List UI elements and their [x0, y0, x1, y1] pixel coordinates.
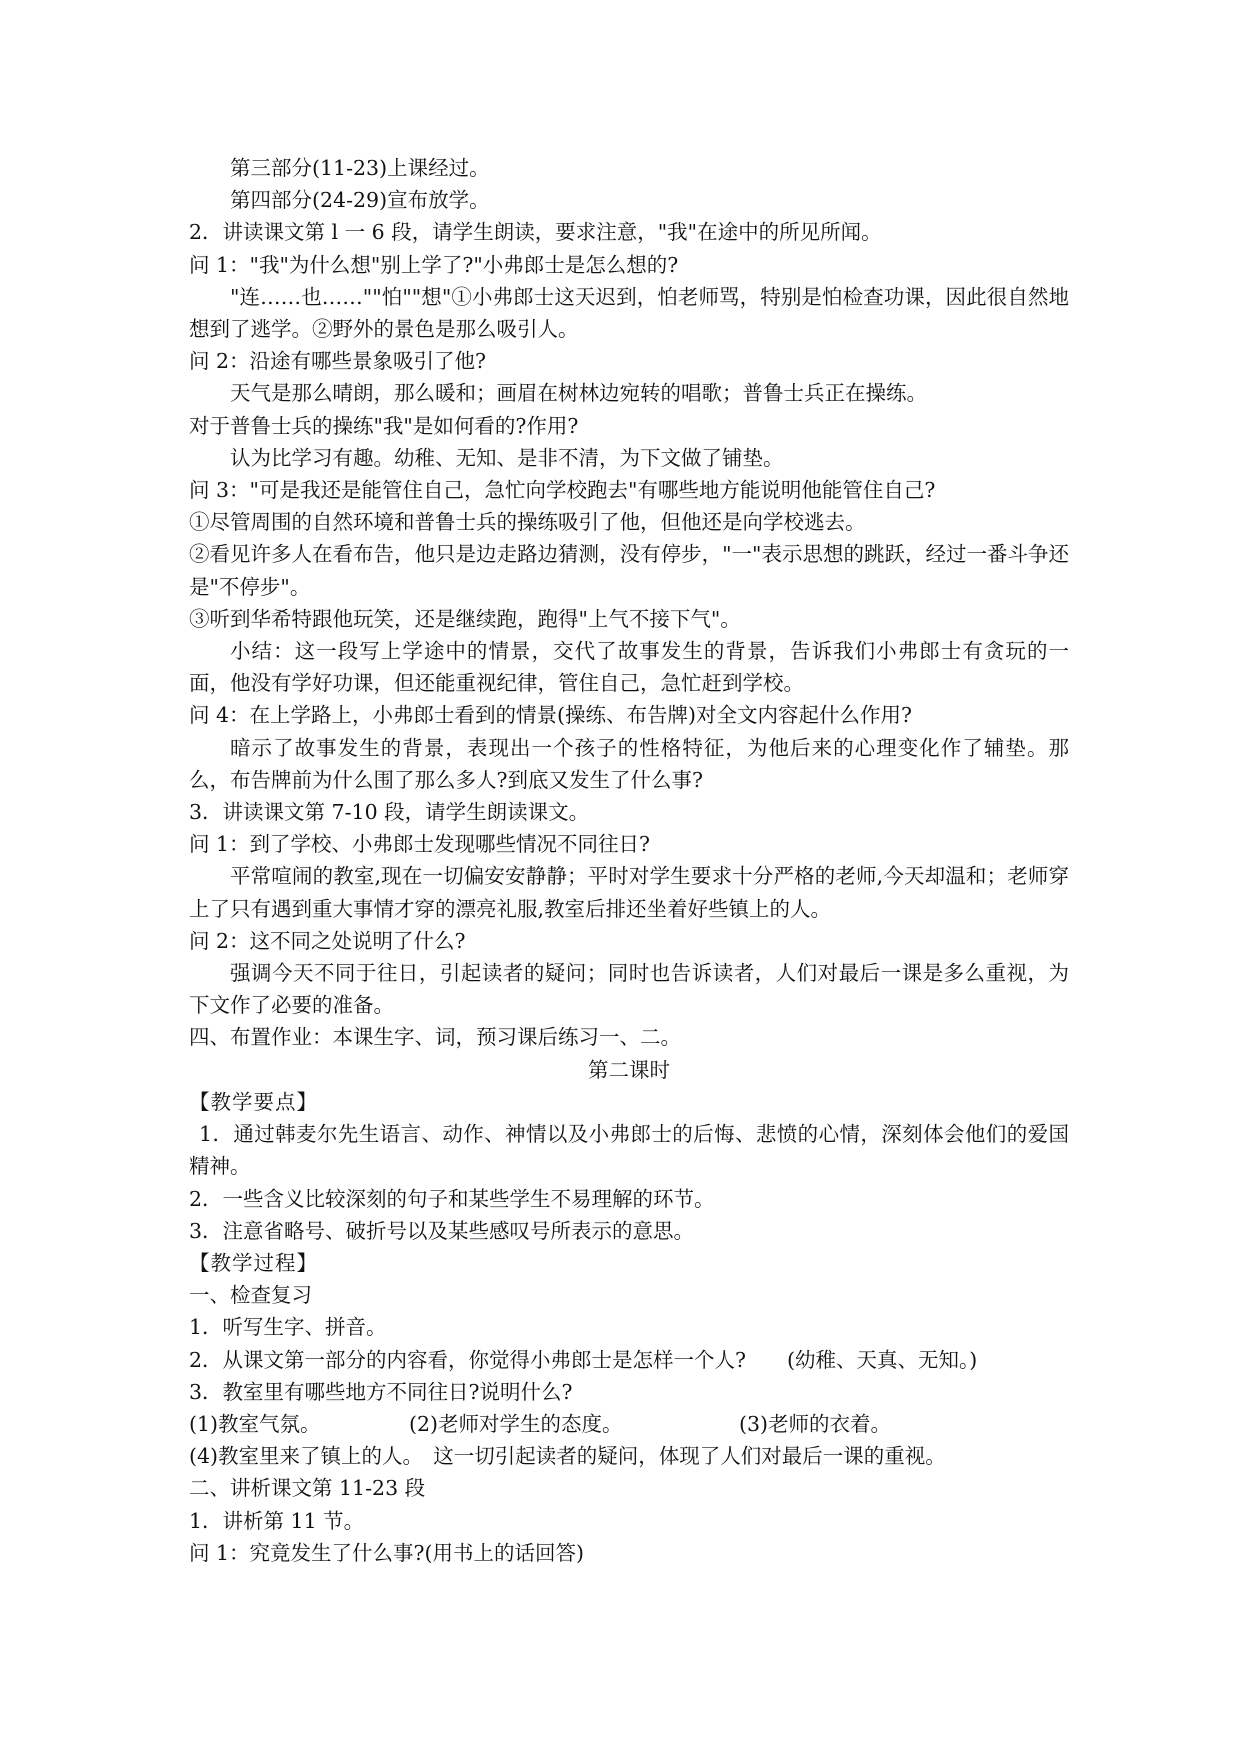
item: (2)老师对学生的态度。: [409, 1411, 623, 1436]
answer: 暗示了故事发生的背景，表现出一个孩子的性格特征，为他后来的心理变化作了辅垫。那么，布告牌前为什么围了那么多人?到底又发生了什么事?: [189, 735, 1069, 792]
paragraph: 3．讲读课文第 7-10 段，请学生朗读课文。: [189, 800, 590, 825]
paragraph: 2．讲读课文第 l 一 6 段，请学生朗读，要求注意，"我"在途中的所见所闻。: [189, 220, 882, 245]
paragraph: 一、检查复习: [189, 1283, 312, 1308]
paragraph: 四、布置作业：本课生字、词，预习课后练习一、二。: [189, 1025, 681, 1050]
question: 问 2：沿途有哪些景象吸引了他?: [189, 349, 487, 374]
paragraph: 第三部分(11-23)上课经过。: [230, 156, 490, 180]
item: (3)老师的衣着。: [739, 1411, 892, 1436]
answer: "连……也……""怕""想"①小弗郎士这天迟到，怕老师骂，特别是怕检查功课，因此很自然地想到了逃学。②野外的景色是那么吸引人。: [189, 284, 1069, 342]
paragraph: 1．通过韩麦尔先生语言、动作、神情以及小弗郎士的后悔、悲愤的心情，深刻体会他们的爱国精神。: [189, 1122, 1069, 1179]
paragraph: 2．从课文第一部分的内容看，你觉得小弗郎士是怎样一个人? (幼稚、天真、无知。): [189, 1347, 978, 1372]
answer: 认为比学习有趣。幼稚、无知、是非不清，为下文做了铺垫。: [230, 445, 784, 470]
paragraph: (4)教室里来了镇上的人。 这一切引起读者的疑问，体现了人们对最后一课的重视。: [189, 1444, 946, 1469]
item: (1)教室气氛。: [189, 1411, 321, 1436]
question: 问 1：究竟发生了什么事?(用书上的话回答): [189, 1540, 585, 1565]
document-body: [189, 152, 1069, 1569]
answer: 强调今天不同于往日，引起读者的疑问；同时也告诉读者，人们对最后一课是多么重视，为下文作了必要的准备。: [189, 961, 1069, 1018]
question: 问 1：到了学校、小弗郎士发现哪些情况不同往日?: [189, 832, 651, 857]
paragraph: 1．听写生字、拼音。: [189, 1315, 387, 1340]
answer: 平常喧闹的教室,现在一切偏安安静静；平时对学生要求十分严格的老师,今天却温和；老师穿上了只有遇到重大事情才穿的漂亮礼服,教室后排还坐着好些镇上的人。: [189, 864, 1069, 921]
summary: 小结：这一段写上学途中的情景，交代了故事发生的背景，告诉我们小弗郎士有贪玩的一面，他没有学好功课，但还能重视纪律，管住自己，急忙赶到学校。: [189, 639, 1069, 696]
question: 对于普鲁士兵的操练"我"是如何看的?作用?: [189, 413, 579, 438]
heading: 【教学要点】: [189, 1089, 318, 1114]
answer-point: ①尽管周围的自然环境和普鲁士兵的操练吸引了他，但他还是向学校逃去。: [189, 510, 866, 535]
heading: 【教学过程】: [189, 1250, 318, 1275]
paragraph: 1．讲析第 11 节。: [189, 1508, 365, 1533]
paragraph: 二、讲析课文第 11-23 段: [189, 1476, 426, 1501]
section-title: 第二课时: [588, 1057, 670, 1082]
answer-point: ③听到华希特跟他玩笑，还是继续跑，跑得"上气不接下气"。: [189, 606, 741, 631]
paragraph: 2．一些含义比较深刻的句子和某些学生不易理解的环节。: [189, 1186, 715, 1211]
paragraph: 3．注意省略号、破折号以及某些感叹号所表示的意思。: [189, 1218, 695, 1243]
paragraph: 第四部分(24-29)宣布放学。: [230, 188, 490, 213]
question: 问 2：这不同之处说明了什么?: [189, 928, 466, 953]
question: 问 3："可是我还是能管住自己，急忙向学校跑去"有哪些地方能说明他能管住自己?: [189, 478, 936, 503]
answer-point: ②看见许多人在看布告，他只是边走路边猜测，没有停步，"一"表示思想的跳跃，经过一番斗争还是"不停步"。: [189, 542, 1069, 599]
paragraph-row: [189, 1408, 1069, 1440]
question: 问 4：在上学路上，小弗郎士看到的情景(操练、布告牌)对全文内容起什么作用?: [189, 703, 913, 728]
paragraph: 3．教室里有哪些地方不同往日?说明什么?: [189, 1379, 573, 1404]
question: 问 1："我"为什么想"别上学了?"小弗郎士是怎么想的?: [189, 252, 679, 277]
answer: 天气是那么晴朗，那么暖和；画眉在树林边宛转的唱歌；普鲁士兵正在操练。: [230, 381, 927, 406]
